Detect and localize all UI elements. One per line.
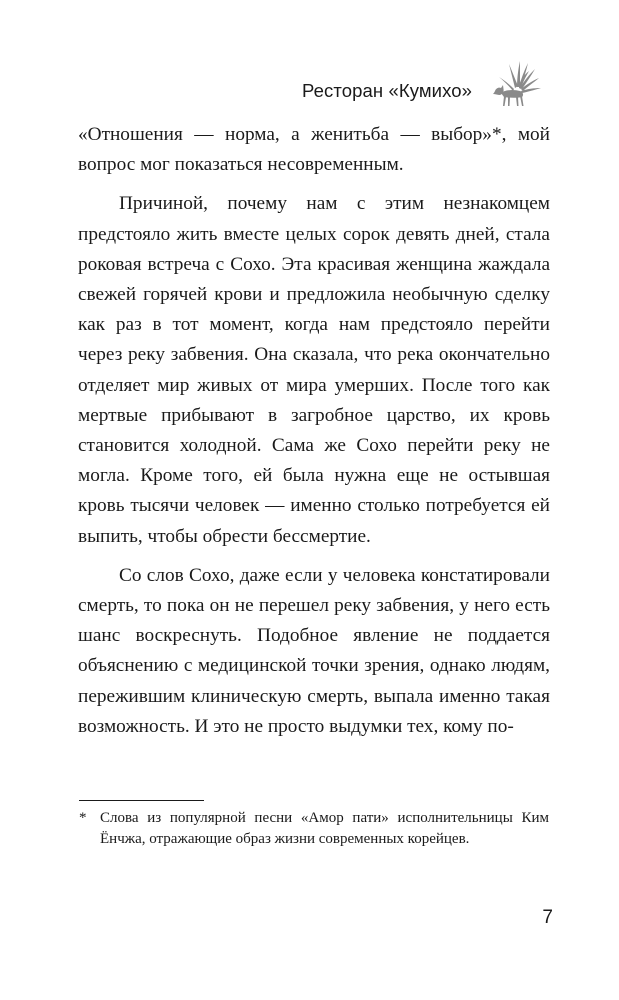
paragraph: Со слов Сохо, даже если у человека констатировали смерть, то пока он не перешел реку забвения, у него есть шанс воскреснуть. Подобное явление не поддается объяснению с медицинской точки зрения, однако людям, пережившим клиническую смерть, выпала именно такая возможность. И это не просто выдумки тех, кому по- [78,564,550,737]
running-head-title: Ресторан «Кумихо» [302,80,473,101]
footnote [79,808,549,851]
paragraph: Причиной, почему нам с этим незнакомцем предстояло жить вместе целых сорок девять дней, стала роковая встреча с Сохо. Эта красивая женщина жаждала свежей горячей крови и предложила необычную сделку как раз в тот момент, когда нам предстояло перейти через реку забвения. Она сказала, что река окончательно отделяет мир живых от мира умерших. После того как мертвые прибывают в загробное царство, их кровь становится холодной. Сама же Сохо перейти реку не могла. Кроме того, ей была нужна еще не остывшая кровь тысячи человек — именно столько потребуется ей выпить, чтобы обрести бессмертие. [78,193,550,547]
page-number: 7 [542,907,553,928]
main-text [78,120,550,742]
footnote-marker: * [79,810,87,826]
footnote-divider [79,800,204,801]
nine-tailed-fox-icon [489,58,547,108]
footnote-text: Слова из популярной песни «Амор пати» исполнительницы Ким Ёнчжа, отражающие образ жизни современных корейцев. [100,810,549,848]
paragraph: «Отношения — норма, а женитьба — выбор»*, мой вопрос мог показаться несовременным. [78,124,550,176]
